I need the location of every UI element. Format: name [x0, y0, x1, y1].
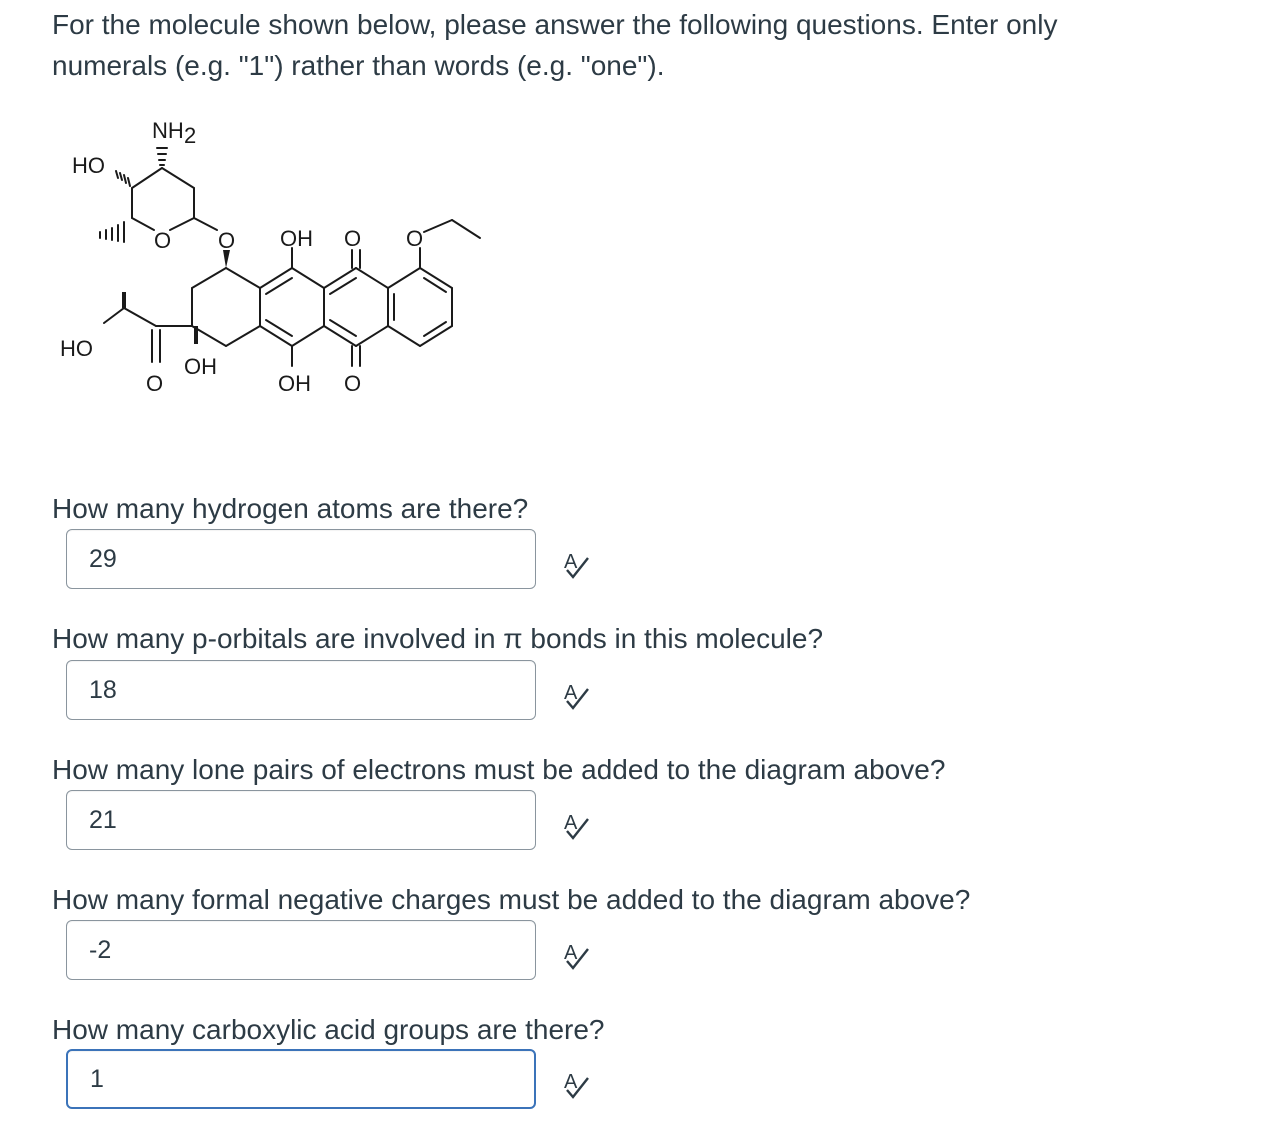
svg-text:A: A [564, 682, 578, 704]
ho-top-label: HO [72, 153, 105, 178]
svg-text:A: A [564, 551, 578, 573]
oh-top-label: OH [280, 226, 313, 251]
nh2-subscript: 2 [184, 123, 197, 148]
question-2-prompt: How many p-orbitals are involved in π bonds in this molecule? [52, 623, 824, 654]
question-3-prompt: How many lone pairs of electrons must be added to the diagram above? [52, 754, 946, 785]
question-3-answer-box [66, 790, 536, 850]
spellcheck-icon[interactable] [560, 677, 594, 711]
question-1-prompt: How many hydrogen atoms are there? [52, 493, 529, 524]
question-5-answer-box [66, 1049, 536, 1109]
svg-text:A: A [564, 1071, 578, 1093]
question-2-answer-box [66, 660, 536, 720]
question-4-answer-box [66, 920, 536, 980]
quinone-top-oxygen-label: O [344, 226, 362, 251]
question-1-answer-box [66, 529, 536, 589]
nh2-label: NH [152, 118, 184, 143]
question-5-prompt: How many carboxylic acid groups are there? [52, 1014, 605, 1045]
spellcheck-icon[interactable] [560, 937, 594, 971]
oh-ring-label: OH [184, 354, 217, 379]
quinone-bottom-oxygen-label: O [344, 371, 362, 396]
ho-left-label: HO [60, 336, 93, 361]
spellcheck-icon[interactable] [560, 807, 594, 841]
question-5-answer-input[interactable] [68, 1051, 534, 1107]
question-4-prompt: How many formal negative charges must be added to the diagram above? [52, 884, 971, 915]
question-4-answer-input[interactable] [67, 921, 535, 979]
svg-text:A: A [564, 812, 578, 834]
spellcheck-icon[interactable] [560, 1066, 594, 1100]
linker-oxygen-label: O [218, 228, 236, 253]
spellcheck-icon[interactable] [560, 546, 594, 580]
oh-bottom-label: OH [278, 371, 311, 396]
ketone-oxygen-label: O [146, 371, 164, 396]
molecule-diagram [52, 108, 512, 408]
svg-text:A: A [564, 942, 578, 964]
ring-oxygen-label: O [154, 228, 172, 253]
question-2-answer-input[interactable] [67, 661, 535, 719]
methoxy-oxygen-label: O [406, 226, 424, 251]
instructions: For the molecule shown below, please answer the following questions. Enter only numerals (e.g. "1") rather than words (e.g. "one"). [52, 9, 1058, 81]
question-1-answer-input[interactable] [67, 530, 535, 588]
question-3-answer-input[interactable] [67, 791, 535, 849]
